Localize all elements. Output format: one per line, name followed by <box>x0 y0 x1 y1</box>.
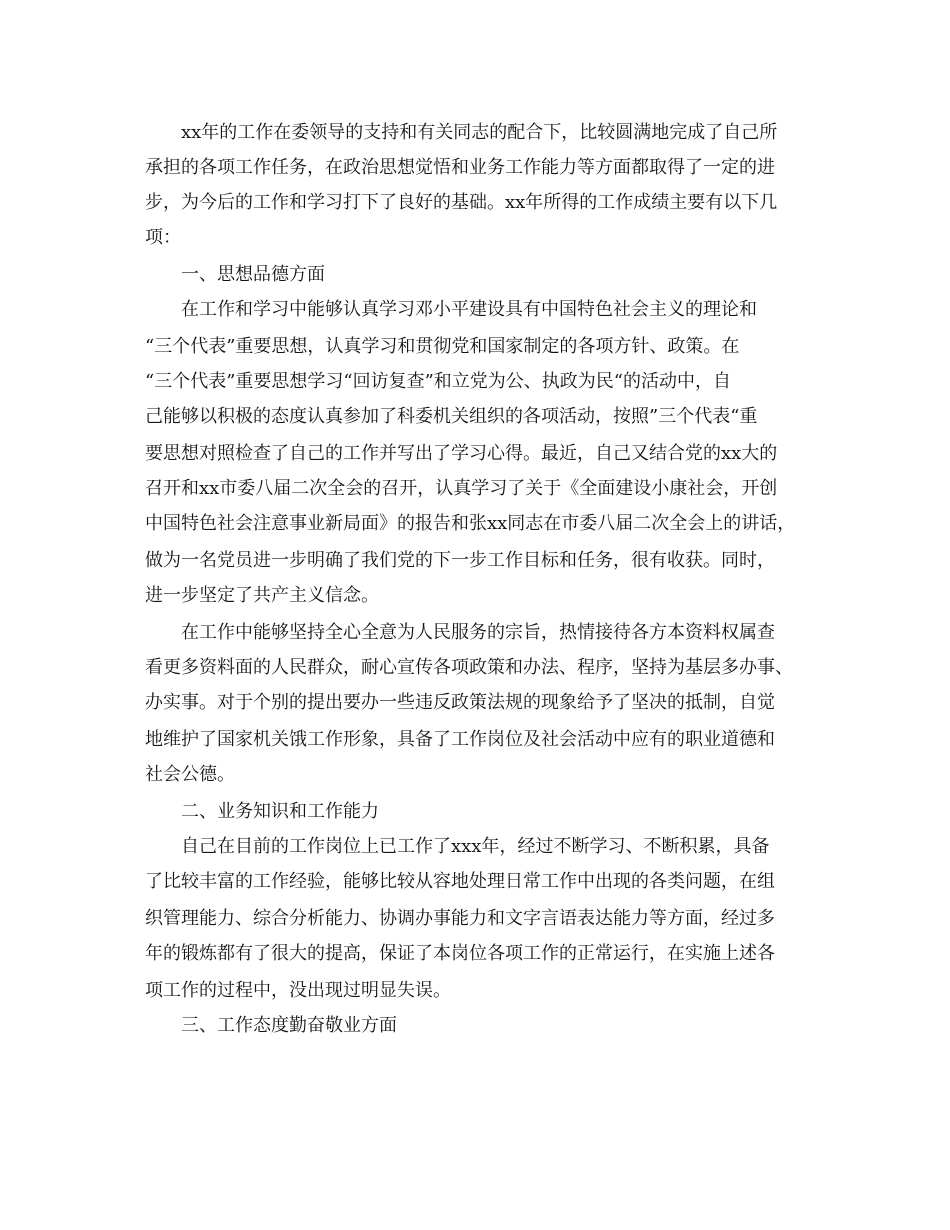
section-heading: 一、思想品德方面 <box>181 264 325 285</box>
paragraph-line: 项工作的过程中，没出现过明显失误。 <box>145 980 451 1001</box>
paragraph-line: 了比较丰富的工作经验，能够比较从容地处理日常工作中出现的各类问题，在组 <box>145 871 775 892</box>
section-heading: 二、业务知识和工作能力 <box>181 801 379 822</box>
paragraph-line: 召开和xx市委八届二次全会的召开，认真学习了关于《全面建设小康社会，开创 <box>145 478 778 499</box>
paragraph-line: 社会公德。 <box>145 764 235 785</box>
section-heading: 三、工作态度勤奋敬业方面 <box>181 1015 397 1036</box>
paragraph-line: 进一步坚定了共产主义信念。 <box>145 585 379 606</box>
paragraph-line: 地维护了国家机关饿工作形象，具备了工作岗位及社会活动中应有的职业道德和 <box>145 729 775 750</box>
paragraph-line: 项： <box>145 227 181 248</box>
paragraph-line: 中国特色社会注意事业新局面》的报告和张xx同志在市委八届二次全会上的讲话， <box>145 513 796 534</box>
paragraph-line: 己能够以积极的态度认真参加了科委机关组织的各项活动，按照”三个代表“重 <box>145 406 758 427</box>
paragraph-line: 自己在目前的工作岗位上已工作了xxx年，经过不断学习、不断积累，具备 <box>181 836 770 857</box>
paragraph-line: 看更多资料面的人民群众，耐心宣传各项政策和办法、程序，坚持为基层多办事、 <box>145 657 793 678</box>
paragraph-line: “三个代表”重要思想，认真学习和贯彻党和国家制定的各项方针、政策。在 <box>145 336 740 357</box>
paragraph-line: 要思想对照检查了自己的工作并写出了学习心得。最近，自己又结合党的xx大的 <box>145 443 778 464</box>
paragraph-line: xx年的工作在委领导的支持和有关同志的配合下，比较圆满地完成了自己所 <box>181 122 778 143</box>
paragraph-line: 办实事。对于个别的提出要办一些违反政策法规的现象给予了坚决的抵制，自觉 <box>145 692 775 713</box>
paragraph-line: 织管理能力、综合分析能力、协调办事能力和文字言语表达能力等方面，经过多 <box>145 908 775 929</box>
paragraph-line: “三个代表”重要思想学习“回访复查”和立党为公、执政为民“的活动中，自 <box>145 371 732 392</box>
paragraph-line: 年的锻炼都有了很大的提高，保证了本岗位各项工作的正常运行，在实施上述各 <box>145 943 775 964</box>
paragraph-line: 做为一名党员进一步明确了我们党的下一步工作目标和任务，很有收获。同时， <box>145 550 775 571</box>
paragraph-line: 在工作和学习中能够认真学习邓小平建设具有中国特色社会主义的理论和 <box>181 299 757 320</box>
paragraph-line: 步，为今后的工作和学习打下了良好的基础。xx年所得的工作成绩主要有以下几 <box>145 192 778 213</box>
paragraph-line: 承担的各项工作任务，在政治思想觉悟和业务工作能力等方面都取得了一定的进 <box>145 157 775 178</box>
paragraph-line: 在工作中能够坚持全心全意为人民服务的宗旨，热情接待各方本资料权属查 <box>181 622 775 643</box>
